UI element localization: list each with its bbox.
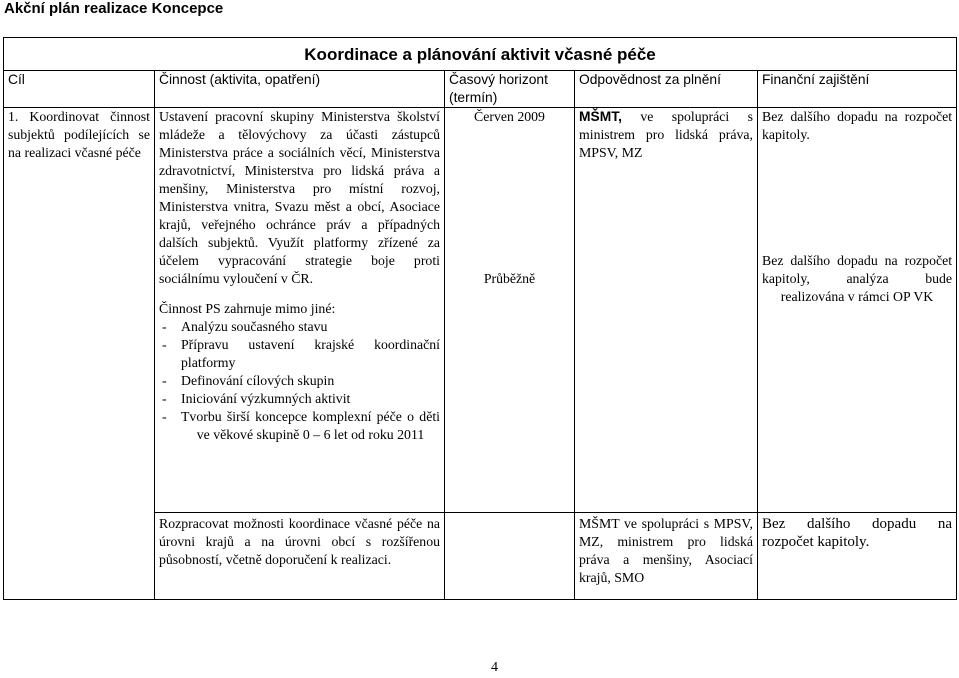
document-title: Akční plán realizace Koncepce	[4, 0, 224, 17]
header-row	[4, 71, 957, 108]
activity-cell: Rozpracovat možnosti koordinace včasné péče na úrovni krajů a na úrovni obcí s rozšířenou působností, včetně doporučení k realizaci.	[155, 513, 445, 600]
goal-cell: 1. Koordinovat činnost subjektů podílejících se na realizaci včasné péče	[4, 108, 155, 600]
page-number: 4	[491, 660, 498, 675]
funding-value: Bez dalšího dopadu na rozpočet kapitoly.	[762, 109, 953, 142]
time-cell	[445, 513, 575, 600]
time-value: Červen 2009	[474, 109, 545, 124]
funding-cell	[758, 108, 957, 513]
responsible-lead: MŠMT,	[579, 109, 622, 124]
list-item: - Definování cílových skupin	[162, 373, 335, 388]
activity-list-intro: Činnost PS zahrnuje mimo jiné:	[159, 301, 336, 316]
time-value: Průběžně	[483, 271, 536, 286]
header-funding: Finanční zajištění	[758, 71, 957, 108]
table-caption: Koordinace a plánování aktivit včasné péče	[4, 38, 957, 71]
time-cell	[445, 108, 575, 513]
list-item: - Přípravu ustavení krajské koordinační platformy	[162, 337, 440, 370]
header-activity: Činnost (aktivita, opatření)	[155, 71, 445, 108]
list-item: - Iniciování výzkumných aktivit	[162, 391, 351, 406]
funding-cell: Bez dalšího dopadu na rozpočet kapitoly.	[758, 513, 957, 600]
responsible-text: ve spolupráci s ministrem pro lidská práva, MPSV, MZ	[579, 109, 753, 160]
header-time: Časový horizont (termín)	[445, 71, 575, 108]
responsible-cell: MŠMT ve spolupráci s MPSV, MZ, ministrem pro lidská práva a menšiny, Asociací krajů, SMO	[575, 513, 758, 600]
action-plan-table	[3, 37, 957, 600]
responsible-cell	[575, 108, 758, 513]
list-item: - Tvorbu širší koncepce komplexní péče o děti ve věkové skupině 0 – 6 let od roku 2011	[162, 409, 440, 442]
activity-paragraph: Ustavení pracovní skupiny Ministerstva školství mládeže a tělovýchovy za účasti zástupců Ministerstva práce a sociálních věcí, Ministerstva zdravotnictví, Ministerstva pro lidská práva a menšiny, Ministerstva pro místní rozvoj, Ministerstva vnitra, Svazu měst a obcí, Asociace krajů, veřejného ochránce práv a případných dalších subjektů. Využít platformy zřízené za účelem vypracování strategie boje proti sociálnímu vyloučení v ČR.	[159, 109, 440, 286]
header-goal: Cíl	[4, 71, 155, 108]
activity-list	[159, 318, 440, 444]
funding-value: Bez dalšího dopadu na rozpočet kapitoly, analýza bude realizována v rámci OP VK	[762, 253, 953, 304]
table-row	[4, 108, 957, 513]
list-item: - Analýzu současného stavu	[162, 319, 328, 334]
activity-cell	[155, 108, 445, 513]
header-responsible: Odpovědnost za plnění	[575, 71, 758, 108]
